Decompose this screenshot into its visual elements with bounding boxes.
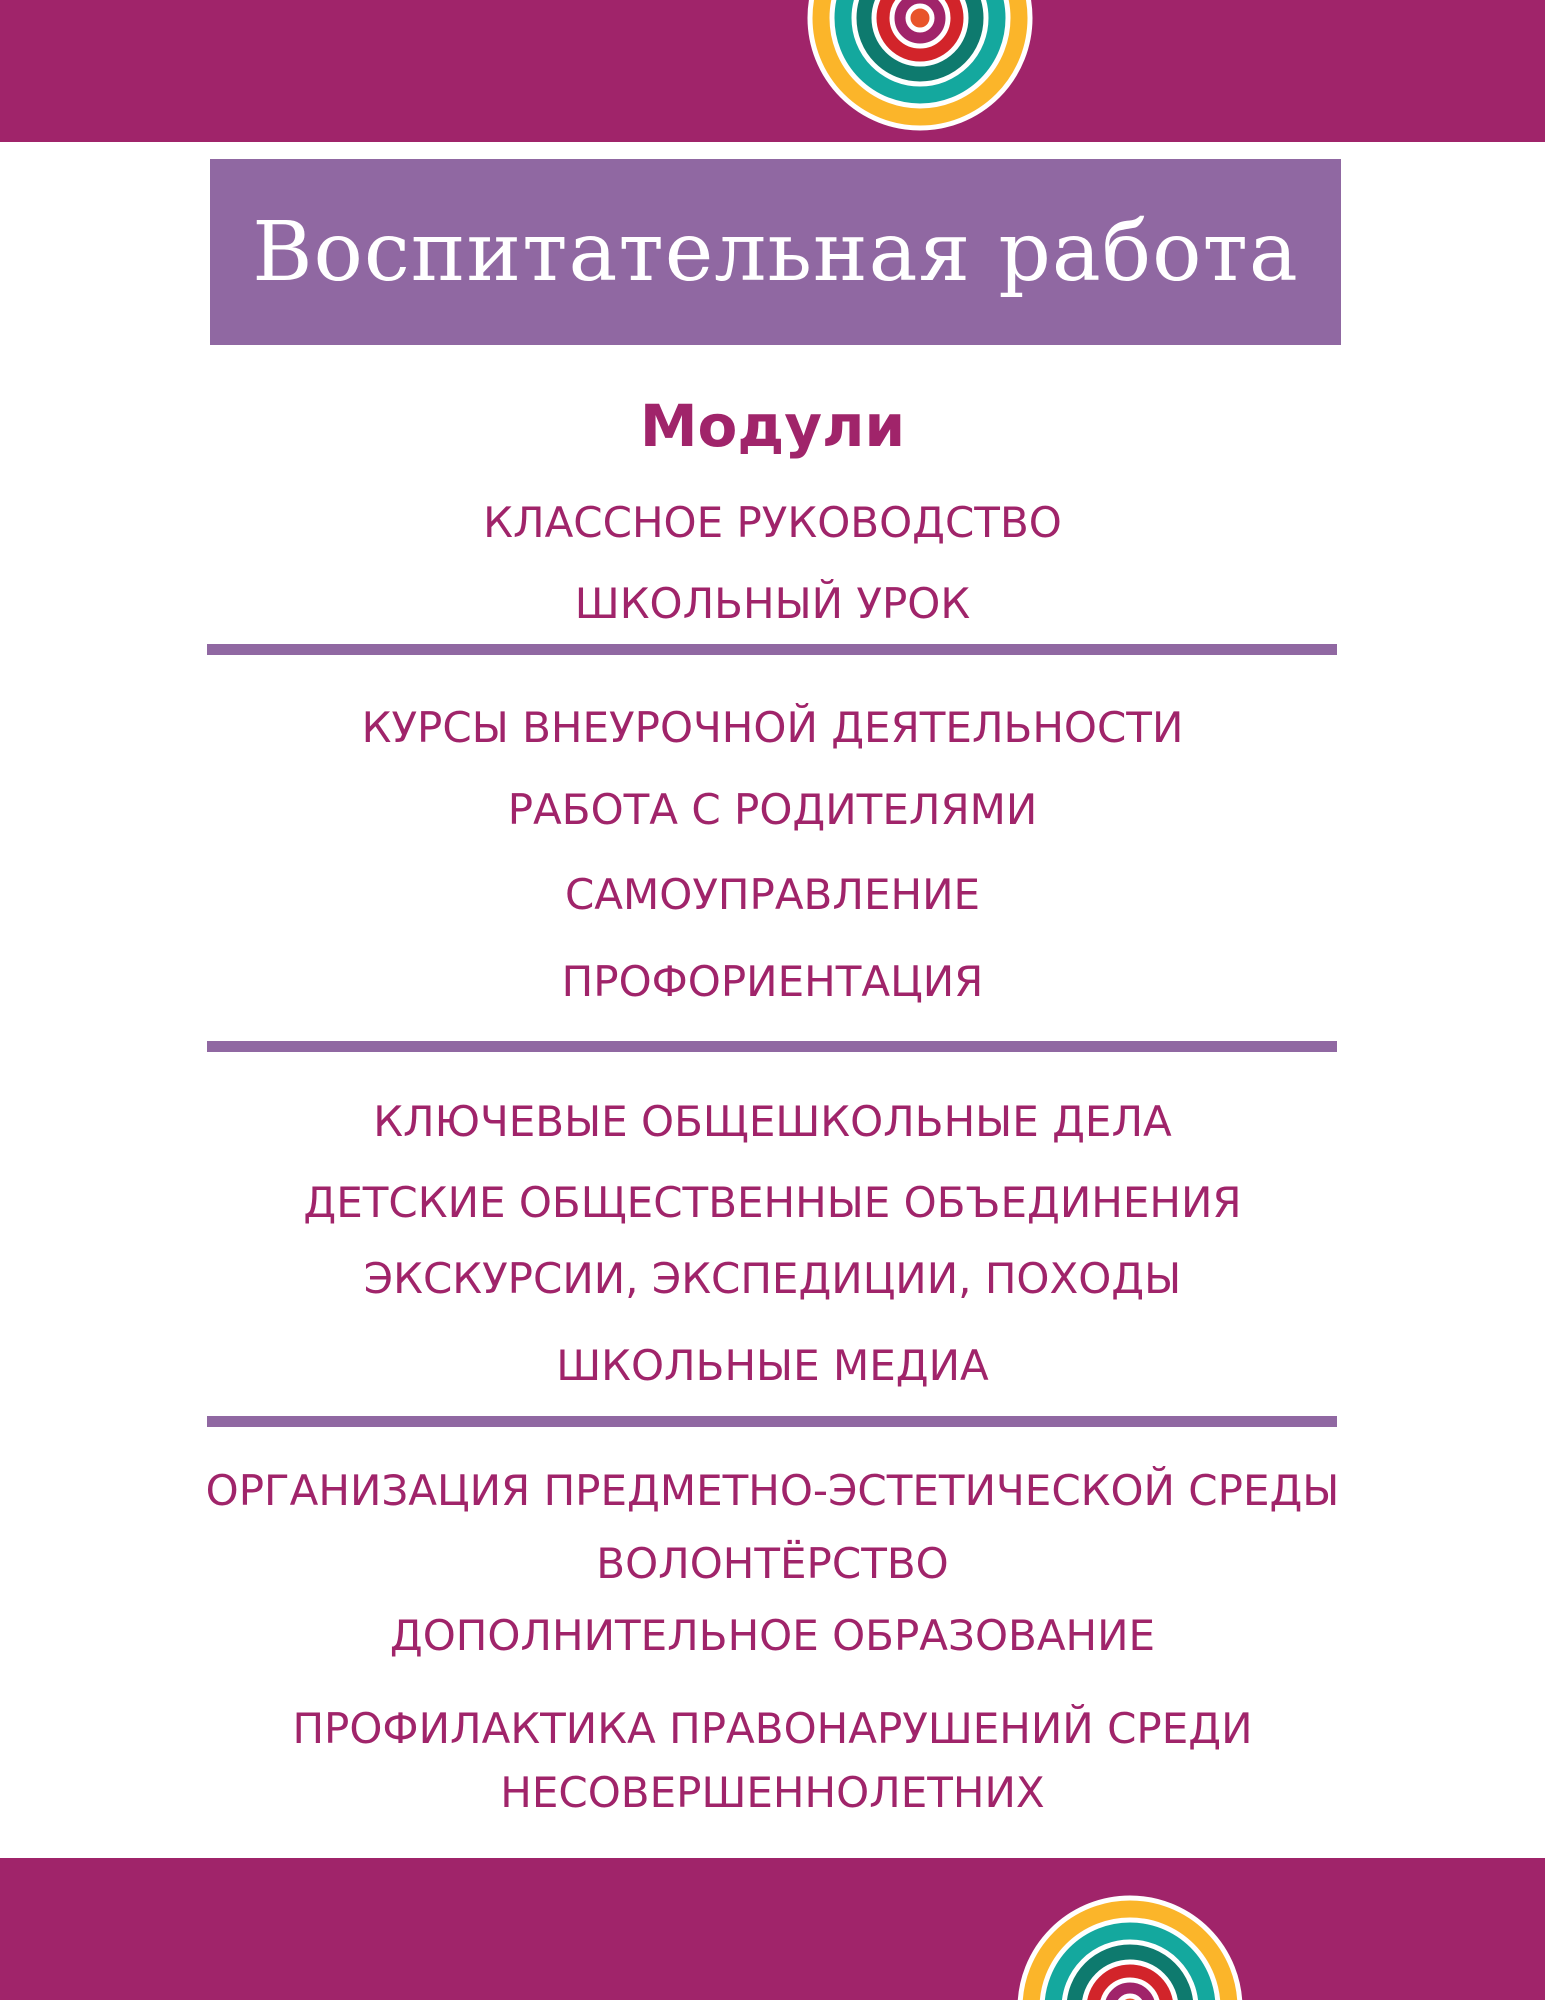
module-item: ЭКСКУРСИИ, ЭКСПЕДИЦИИ, ПОХОДЫ <box>363 1254 1182 1303</box>
module-item: ДОПОЛНИТЕЛЬНОЕ ОБРАЗОВАНИЕ <box>389 1611 1156 1660</box>
module-item: ПРОФИЛАКТИКА ПРАВОНАРУШЕНИЙ СРЕДИ <box>292 1704 1253 1753</box>
module-item: ШКОЛЬНЫЕ МЕДИА <box>556 1341 989 1390</box>
wave-stripe <box>0 0 1545 142</box>
section-subtitle: Модули <box>639 392 906 460</box>
section-divider <box>207 1041 1337 1052</box>
section-divider <box>207 1416 1337 1427</box>
module-item: КЛЮЧЕВЫЕ ОБЩЕШКОЛЬНЫЕ ДЕЛА <box>373 1097 1172 1146</box>
module-item: ШКОЛЬНЫЙ УРОК <box>574 579 971 628</box>
module-item: ОРГАНИЗАЦИЯ ПРЕДМЕТНО-ЭСТЕТИЧЕСКОЙ СРЕДЫ <box>205 1466 1340 1515</box>
module-item: САМОУПРАВЛЕНИЕ <box>564 870 981 919</box>
module-item: КУРСЫ ВНЕУРОЧНОЙ ДЕЯТЕЛЬНОСТИ <box>361 703 1184 752</box>
section-divider <box>207 644 1337 655</box>
module-item: ДЕТСКИЕ ОБЩЕСТВЕННЫЕ ОБЪЕДИНЕНИЯ <box>303 1178 1242 1227</box>
decorative-wave-band-top <box>0 0 1545 142</box>
swirl-ring <box>908 6 932 30</box>
swirl-ring <box>1118 1996 1142 2000</box>
title-banner <box>210 159 1341 345</box>
module-item: НЕСОВЕРШЕННОЛЕТНИХ <box>500 1768 1045 1817</box>
decorative-wave-band-bottom <box>0 1858 1545 2000</box>
module-item: ВОЛОНТЁРСТВО <box>596 1539 949 1588</box>
module-item: ПРОФОРИЕНТАЦИЯ <box>561 957 984 1006</box>
wave-stripe <box>0 1858 1545 2000</box>
module-item: КЛАССНОЕ РУКОВОДСТВО <box>483 498 1062 547</box>
module-item: РАБОТА С РОДИТЕЛЯМИ <box>507 785 1038 834</box>
page-title: Воспитательная работа <box>252 204 1299 300</box>
